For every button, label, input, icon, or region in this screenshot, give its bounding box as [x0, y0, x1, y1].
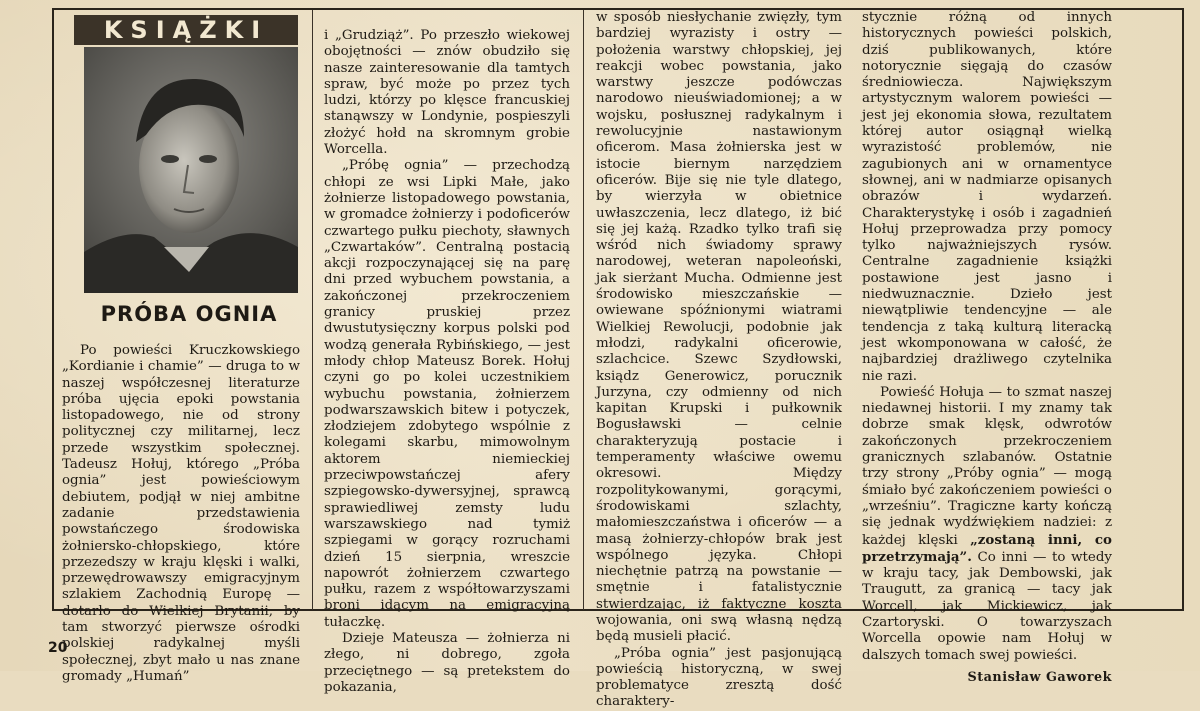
column-2	[324, 28, 570, 695]
paragraph-text: Co inni — to wtedy w kraju tacy, jak Dembowski, jak Traugutt, za granicą — tacy jak Worcell, jak Mickiewicz, jak Czartoryski. O towarzyszach Worcella opowie nam Hołuj w dalszych tomach swej powieści.	[862, 549, 1112, 663]
column-1	[62, 343, 300, 684]
column-3	[596, 10, 842, 710]
paragraph: „Próbę ognia” — przechodzą chłopi ze wsi Lipki Małe, jako żołnierze listopadowego powstania, w gromadce żołnierzy i podoficerów czwartego pułku piechoty, sławnych „Czwartaków”. Centralną postacią akcji rozpoczynającej się na parę dni przed wybuchem powstania, a zakończonej przekroczeniem granicy pruskiej przez dwustutysięczny korpus polski pod wodzą generała Rybińskiego, — jest młody chłop Mateusz Borek. Hołuj czyni go po kolei uczestnikiem wybuchu powstania, żołnierzem podwarszawskich bitew i potyczek, złodziejem zdobytego wspólnie z kolegami skarbu, mimowolnym aktorem niemieckiej przeciwpowstańczej afery szpiegowsko-dywersyjnej, sprawcą sprawiedliwej zemsty ludu warszawskiego nad tymiż szpiegami w gorący rozruchami dzień 15 sierpnia, wreszcie napowrót żołnierzem czwartego pułku, razem z współtowarzyszami broni idącym na emigracyjną tułaczkę.	[324, 158, 570, 630]
section-header: KSIĄŻKI	[74, 15, 298, 45]
author-signature: Stanisław Gaworek	[967, 669, 1112, 685]
paragraph-text: Powieść Hołuja — to szmat naszej niedawnej historii. I my znamy tak dobrze smak klęsk, odwrotów zakończonych przekroczeniem granicznych szlabanów. Ostatnie trzy strony „Próby ognia” — mogą śmiało być zakończeniem powieści o „wrześniu”. Tragiczne karty kończą się jednak wydźwiękiem nadziei: z każdej klęski	[862, 384, 1112, 548]
paragraph: Po powieści Kruczkowskiego „Kordianie i chamie” — druga to w naszej współczesnej literaturze próba ujęcia epoki powstania listopadowego, nie od strony politycznej czy militarnej, lecz przede wszystkim społecznej. Tadeusz Hołuj, którego „Próba ognia” jest powieściowym debiutem, podjął w niej ambitne zadanie przedstawienia powstańczego środowiska żołniersko-chłopskiego, które przezedszy w kraju klęski i walki, przewędrowawszy emigracyjnym szlakiem Zachodnią Europę — dotarło do Wielkiej Brytanii, by tam stworzyć pierwsze ośrodki polskiej radykalnej myśli społecznej, zbyt mało u nas znane gromady „Humań”	[62, 343, 300, 684]
column-4	[862, 10, 1112, 685]
author-portrait-photo	[84, 47, 298, 293]
article-title: PRÓBA OGNIA	[100, 302, 278, 326]
quote-bold: „zostaną inni, co przetrzymają”.	[862, 531, 1112, 565]
portrait-image	[84, 47, 298, 293]
paragraph: stycznie różną od innych historycznych powieści polskich, dziś publikowanych, które notorycznie sięgają do czasów średniowiecza. Największym artystycznym walorem powieści — jest jej ekonomia słowa, rezultatem której autor osiągnął wielką wyrazistość problemów, nie zagubionych ani w ornamentyce słownej, ani w nadmiarze opisanych obrazów i wydarzeń. Charakterystykę i osób i zagadnień Hołuj przeprowadza przy pomocy tylko najważniejszych rysów. Centralne zagadnienie książki postawione jest jasno i niedwuznacznie. Dzieło jest niewątpliwie tendencyjne — ale tendencja z taką kulturą literacką jest wkomponowana w całość, że najbardziej drażliwego czytelnika nie razi.	[862, 10, 1112, 384]
paragraph: Dzieje Mateusza — żołnierza ni złego, ni dobrego, zgoła przeciętnego — są pretekstem do pokazania,	[324, 630, 570, 695]
page-number: 20	[48, 640, 68, 656]
paragraph: „Próba ognia” jest pasjonującą powieścią historyczną, w swej problematyce zresztą dość charaktery-	[596, 645, 842, 710]
column-divider	[312, 10, 313, 610]
paragraph: i „Grudziąż”. Po przeszło wiekowej obojętności — znów obudziło się nasze zainteresowanie dla tamtych spraw, być może po przez tych ludzi, którzy po klęsce francuskiej stanąwszy w Londynie, pospieszyli złożyć hołd na skromnym grobie Worcella.	[324, 28, 570, 158]
column-divider	[583, 10, 584, 610]
paragraph: w sposób niesłychanie zwięzły, tym bardziej wyrazisty i ostry — położenia warstwy chłopskiej, jej reakcji wobec powstania, jako warstwy jeszcze podówczas narodowo nieuświadomionej; a w wojsku, posłusznej radykalnym i rewolucyjnie nastawionym oficerom. Masa żołnierska jest w istocie biernym narzędziem oficerów. Bije się nie tyle dlatego, by wierzyła w obietnice uwłaszczenia, lecz dlatego, iż bić się jej każą. Rzadko tylko trafi się wśród nich świadomy sprawy narodowej, weteran napoleoński, jak sierżant Mucha. Odmienne jest środowisko mieszczańskie — owiewane spóźnionymi wiatrami Wielkiej Rewolucji, podobnie jak młodzi, radykalni oficerowie, szlachcice. Szewc Szydłowski, ksiądz Generowicz, porucznik Jurzyna, czy odmienny od nich kapitan Krupski i pułkownik Bogusławski — celnie charakteryzują postacie i temperamenty właściwe owemu okresowi. Między rozpolitykowanymi, gorącymi, środowiskami szlachty, małomieszczaństwa i oficerów — a masą żołnierzy-chłopów brak jest wspólnego języka. Chłopi niechętnie patrzą na powstanie — smętnie i fatalistycznie stwierdzając, iż faktyczne koszta wojowania, oni swą własną nędzą będą musieli płacić.	[596, 10, 842, 645]
paragraph-final	[862, 385, 1112, 664]
